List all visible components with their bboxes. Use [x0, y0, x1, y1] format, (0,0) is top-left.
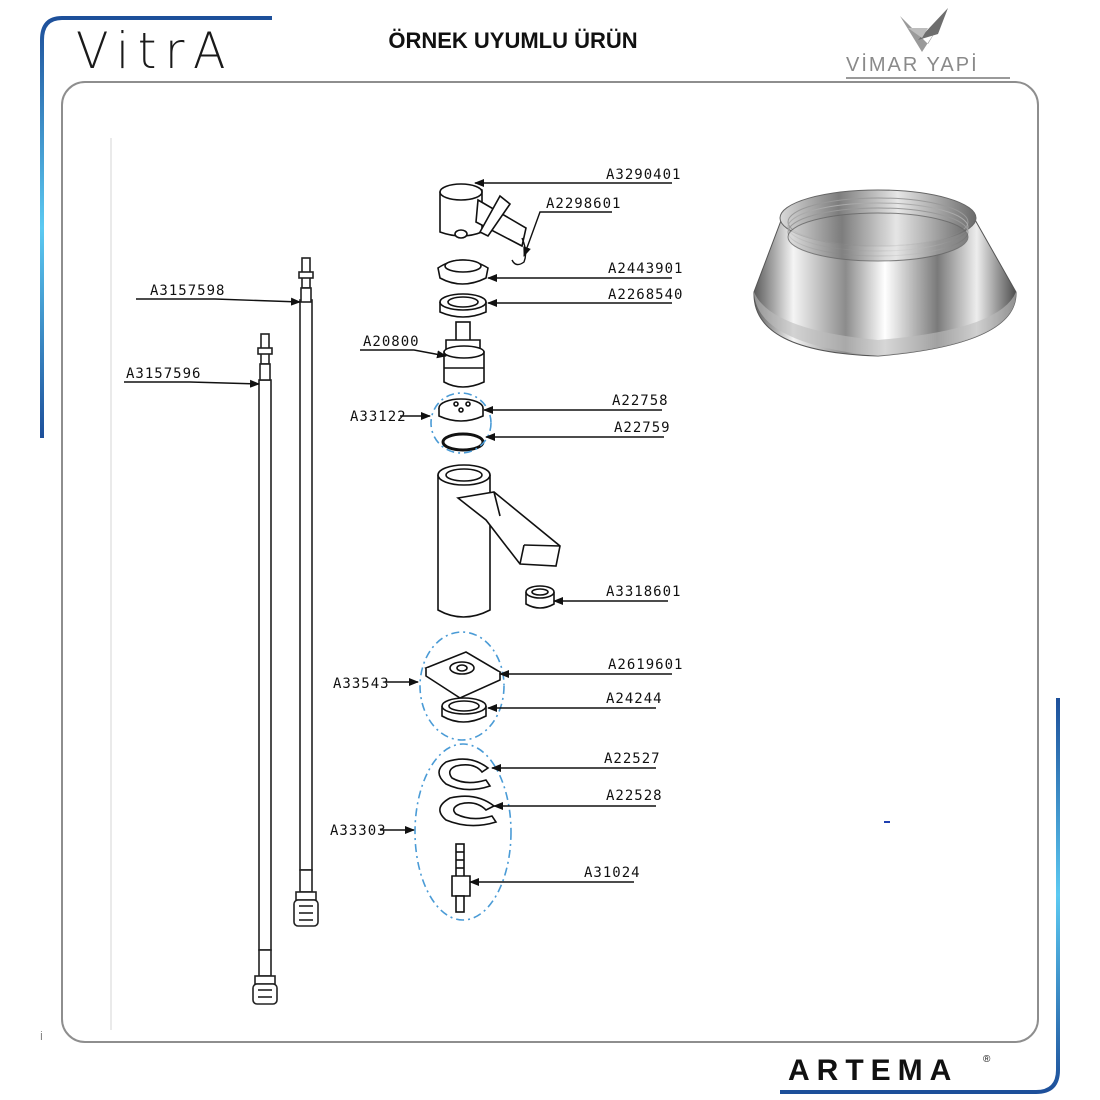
- handle-part: [440, 184, 526, 246]
- threaded-rod-part: [452, 844, 470, 912]
- label-adapter-oring: A22759: [614, 420, 671, 436]
- chrome-ring-photo: [754, 190, 1016, 356]
- cap-ring-part: [438, 260, 488, 284]
- page-title: ÖRNEK UYUMLU ÜRÜN: [388, 28, 638, 53]
- artema-logo: ARTEMA: [788, 1054, 959, 1087]
- label-base-plate: A2619601: [608, 657, 684, 673]
- label-hose-short: A3157596: [126, 366, 202, 382]
- label-cartridge-nut: A2268540: [608, 287, 684, 303]
- margin-mark: İ: [40, 1032, 43, 1043]
- leader-hose-short: [124, 382, 259, 384]
- vimar-logo-text: VİMAR YAPİ: [846, 54, 979, 76]
- label-fixing-set: A33303: [330, 823, 387, 839]
- label-aerator: A3318601: [606, 584, 682, 600]
- label-threaded-rod: A31024: [584, 865, 641, 881]
- hose-long: [294, 258, 318, 926]
- label-base-gasket: A24244: [606, 691, 663, 707]
- label-cartridge: A20800: [363, 334, 420, 350]
- label-horseshoe-washer: A22527: [604, 751, 661, 767]
- cartridge-part: [444, 322, 484, 387]
- label-handle-screw: A2298601: [546, 196, 622, 212]
- registered-mark: ®: [983, 1054, 991, 1065]
- label-cap-ring: A2443901: [608, 261, 684, 277]
- horseshoe-washer-part: [439, 759, 490, 789]
- label-base-set: A33543: [333, 676, 390, 692]
- horseshoe-washer-2-part: [440, 796, 496, 825]
- leader-hose-long: [136, 299, 300, 302]
- label-adapter-set: A33122: [350, 409, 407, 425]
- cartridge-nut-part: [440, 294, 486, 317]
- aerator-part: [526, 586, 554, 608]
- adapter-disc-part: [439, 399, 483, 421]
- leader-handle-screw: [524, 212, 612, 256]
- leader-cartridge: [360, 350, 446, 356]
- label-hose-long: A3157598: [150, 283, 226, 299]
- hose-short: [253, 334, 277, 1004]
- adapter-oring-part: [443, 434, 483, 450]
- label-adapter-disc: A22758: [612, 393, 669, 409]
- base-gasket-part: [442, 698, 486, 722]
- base-plate-part: [426, 652, 500, 698]
- label-horseshoe-washer-2: A22528: [606, 788, 663, 804]
- vitra-logo: VitrA: [76, 22, 235, 80]
- label-handle: A3290401: [606, 167, 682, 183]
